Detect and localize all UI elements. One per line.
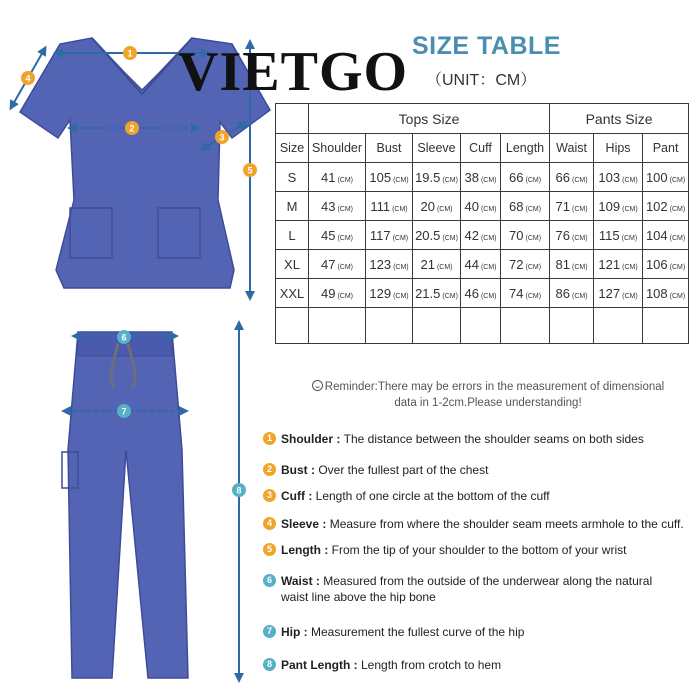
table-row [276,250,689,279]
unit-cm: (CM) [572,292,588,300]
note-item [263,516,695,532]
note-description: Measured from the outside of the underwear along the natural waist line above the hip bone [281,574,653,604]
cell-cuff [461,279,501,308]
cell-value: 74 [509,285,524,301]
unit-cm: (CM) [337,176,354,184]
table-column-header-row [276,134,689,163]
unit-cm: (CM) [480,234,497,242]
cell-value: 105 [369,169,392,185]
note-text [281,657,695,673]
cell-bust [366,250,413,279]
note-description: From the tip of your shoulder to the bottom of your wrist [331,543,627,557]
cell-cuff [461,192,501,221]
scrub-pants-image [62,332,188,678]
cell-cuff [461,221,501,250]
note-number-badge: 1 [263,432,276,445]
unit-cm: (CM) [442,176,458,184]
svg-text:1: 1 [127,48,133,59]
cell-value: 66 [555,169,571,185]
note-description: Over the fullest part of the chest [318,463,489,477]
note-title: Sleeve : [281,517,330,531]
cell-sleeve [413,279,461,308]
note-item [263,624,695,640]
cell-value: 100 [645,169,668,185]
note-number-badge: 3 [263,489,276,502]
cell-value: 40 [464,198,479,214]
empty-cell [276,308,309,344]
table-corner-cell [276,104,309,134]
cell-length [501,279,550,308]
svg-text:2: 2 [129,123,135,134]
unit-cm: (CM) [621,234,638,242]
unit-cm: (CM) [337,263,354,271]
note-item [263,657,695,673]
unit-cm: (CM) [572,263,588,271]
unit-cm: (CM) [525,234,542,242]
unit-cm: (CM) [337,292,354,300]
cell-value: 121 [598,256,621,272]
cell-length [501,192,550,221]
unit-cm: (CM) [622,176,638,184]
column-header-size: Size [276,134,309,163]
size-table-title: SIZE TABLE [412,32,561,60]
cell-shoulder [309,192,366,221]
cell-value: M [286,198,298,214]
unit-cm: (CM) [393,176,409,184]
marker-1 [123,46,137,60]
column-header-shoulder: Shoulder [309,134,366,163]
cell-bust [366,192,413,221]
note-title: Length : [281,543,332,557]
tops-size-header: Tops Size [309,104,550,134]
note-item [263,431,695,447]
column-header-cuff: Cuff [461,134,501,163]
note-number-badge: 7 [263,625,276,638]
unit-cm: (CM) [669,292,686,300]
table-row [276,279,689,308]
note-item [263,462,695,478]
cell-hips [594,192,643,221]
note-text [281,624,695,640]
marker-3 [215,130,229,144]
cell-size [276,279,309,308]
cell-value: 104 [645,227,668,243]
unit-cm: (CM) [622,292,638,300]
cell-value: 20 [420,198,435,214]
reminder-line-1: Reminder:There may be errors in the measurement of dimensional [324,381,665,393]
unit-cm: (CM) [442,234,458,242]
cell-value: 45 [320,227,336,243]
cell-value: 70 [509,227,524,243]
cell-size [276,221,309,250]
reminder-line-2: data in 1-2cm.Please understanding! [394,397,582,409]
cell-value: 68 [509,198,524,214]
cell-value: 103 [598,169,621,185]
unit-cm: (CM) [393,292,409,300]
size-table [275,103,689,344]
cell-value: L [288,227,296,243]
cell-waist [550,250,594,279]
cell-value: 108 [645,285,668,301]
svg-text:4: 4 [25,73,31,84]
cell-cuff [461,250,501,279]
cell-value: 102 [645,198,668,214]
cell-value: 72 [509,256,524,272]
unit-cm: (CM) [480,292,497,300]
note-number-badge: 6 [263,574,276,587]
marker-2 [125,121,139,135]
cell-shoulder [309,221,366,250]
note-description: The distance between the shoulder seams on both sides [343,432,644,446]
cell-value: 106 [645,256,668,272]
note-item [263,542,695,558]
unit-cm: (CM) [669,205,686,213]
cell-waist [550,221,594,250]
note-number-badge: 5 [263,543,276,556]
note-number-badge: 2 [263,463,276,476]
note-title: Pant Length : [281,658,361,672]
unit-cm: (CM) [525,292,542,300]
unit-cm: (CM) [525,176,542,184]
cell-value: 115 [598,227,620,243]
empty-cell [643,308,689,344]
note-number-badge: 4 [263,517,276,530]
note-text [281,488,695,504]
cell-value: 19.5 [415,169,441,185]
note-description: Length from crotch to hem [361,658,502,672]
svg-text:8: 8 [236,485,242,496]
note-title: Bust : [281,463,319,477]
cell-value: 38 [464,169,479,185]
unit-cm: (CM) [572,234,588,242]
marker-7 [117,404,131,418]
cell-value: 111 [370,198,391,214]
cell-sleeve [413,250,461,279]
note-description: Measure from where the shoulder seam meets armhole to the cuff. [329,517,684,531]
unit-label: （UNIT：CM） [426,72,537,89]
unit-cm: (CM) [622,205,638,213]
note-text [281,431,695,447]
unit-cm: (CM) [622,263,638,271]
pants-size-header: Pants Size [550,104,689,134]
cell-hips [594,221,643,250]
cell-length [501,221,550,250]
cell-value: 71 [555,198,571,214]
cell-size [276,192,309,221]
note-text [281,573,695,605]
unit-cm: (CM) [572,176,588,184]
cell-length [501,163,550,192]
note-text [281,542,695,558]
table-body [276,163,689,344]
note-title: Shoulder : [281,432,344,446]
svg-text:5: 5 [247,165,253,176]
cell-hips [594,163,643,192]
unit-cm: (CM) [572,205,588,213]
cell-pant [643,279,689,308]
unit-cm: (CM) [669,263,686,271]
note-item [263,573,695,605]
unit-cm: (CM) [669,234,686,242]
note-number-badge: 8 [263,658,276,671]
cell-pant [643,192,689,221]
unit-cm: (CM) [442,292,458,300]
marker-5 [243,163,257,177]
table-group-header-row [276,104,689,134]
cell-value: 44 [464,256,479,272]
table-empty-row [276,308,689,344]
cell-shoulder [309,163,366,192]
empty-cell [366,308,413,344]
svg-text:6: 6 [121,332,127,343]
unit-cm: (CM) [337,205,354,213]
cell-waist [550,163,594,192]
column-header-hips: Hips [594,134,643,163]
unit-cm: (CM) [436,205,453,213]
table-row [276,221,689,250]
cell-hips [594,250,643,279]
unit-cm: (CM) [393,263,409,271]
empty-cell [413,308,461,344]
cell-hips [594,279,643,308]
empty-cell [309,308,366,344]
cell-size [276,163,309,192]
column-header-length: Length [501,134,550,163]
note-title: Hip : [281,625,311,639]
empty-cell [550,308,594,344]
note-description: Length of one circle at the bottom of the cuff [315,489,550,503]
marker-8 [232,483,246,497]
cell-pant [643,163,689,192]
smiley-icon [312,380,323,391]
svg-text:3: 3 [219,132,225,143]
cell-value: 43 [320,198,336,214]
unit-cm: (CM) [436,263,453,271]
cell-value: 81 [555,256,571,272]
note-item [263,488,695,504]
note-text [281,516,695,532]
cell-value: 76 [555,227,571,243]
cell-bust [366,279,413,308]
marker-4 [21,71,35,85]
table-row [276,192,689,221]
cell-value: 46 [464,285,479,301]
unit-cm: (CM) [480,176,497,184]
garment-illustrations [0,0,275,700]
cell-value: 20.5 [415,227,441,243]
table-row [276,163,689,192]
column-header-waist: Waist [550,134,594,163]
cell-value: 47 [320,256,336,272]
cell-value: 129 [369,285,392,301]
note-title: Waist : [281,574,324,588]
column-header-bust: Bust [366,134,413,163]
unit-cm: (CM) [480,263,497,271]
svg-text:7: 7 [121,406,127,417]
empty-cell [501,308,550,344]
note-title: Cuff : [281,489,316,503]
unit-cm: (CM) [525,263,542,271]
unit-cm: (CM) [392,234,409,242]
cell-sleeve [413,221,461,250]
cell-value: 127 [598,285,621,301]
cell-pant [643,221,689,250]
column-header-pant: Pant [643,134,689,163]
note-text [281,462,695,478]
cell-length [501,250,550,279]
cell-value: 86 [555,285,571,301]
cell-value: XL [284,256,300,272]
cell-waist [550,279,594,308]
unit-cm: (CM) [669,176,686,184]
cell-value: XXL [279,285,305,301]
cell-value: 21.5 [415,285,441,301]
cell-value: 41 [320,169,336,185]
watermark: VIETGO [178,41,409,103]
cell-value: 123 [369,256,392,272]
cell-pant [643,250,689,279]
cell-waist [550,192,594,221]
cell-bust [366,163,413,192]
unit-cm: (CM) [337,234,354,242]
cell-value: 66 [509,169,524,185]
unit-cm: (CM) [480,205,497,213]
cell-value: 49 [320,285,336,301]
column-header-sleeve: Sleeve [413,134,461,163]
note-description: Measurement the fullest curve of the hip [311,625,525,639]
unit-cm: (CM) [392,205,408,213]
empty-cell [461,308,501,344]
marker-6 [117,330,131,344]
cell-shoulder [309,279,366,308]
cell-value: S [287,169,297,185]
cell-cuff [461,163,501,192]
unit-cm: (CM) [525,205,542,213]
cell-value: 109 [598,198,621,214]
reminder-note [290,379,686,411]
cell-size [276,250,309,279]
cell-bust [366,221,413,250]
cell-value: 117 [369,227,391,243]
cell-value: 21 [420,256,435,272]
cell-sleeve [413,192,461,221]
cell-sleeve [413,163,461,192]
cell-value: 42 [464,227,479,243]
cell-shoulder [309,250,366,279]
empty-cell [594,308,643,344]
